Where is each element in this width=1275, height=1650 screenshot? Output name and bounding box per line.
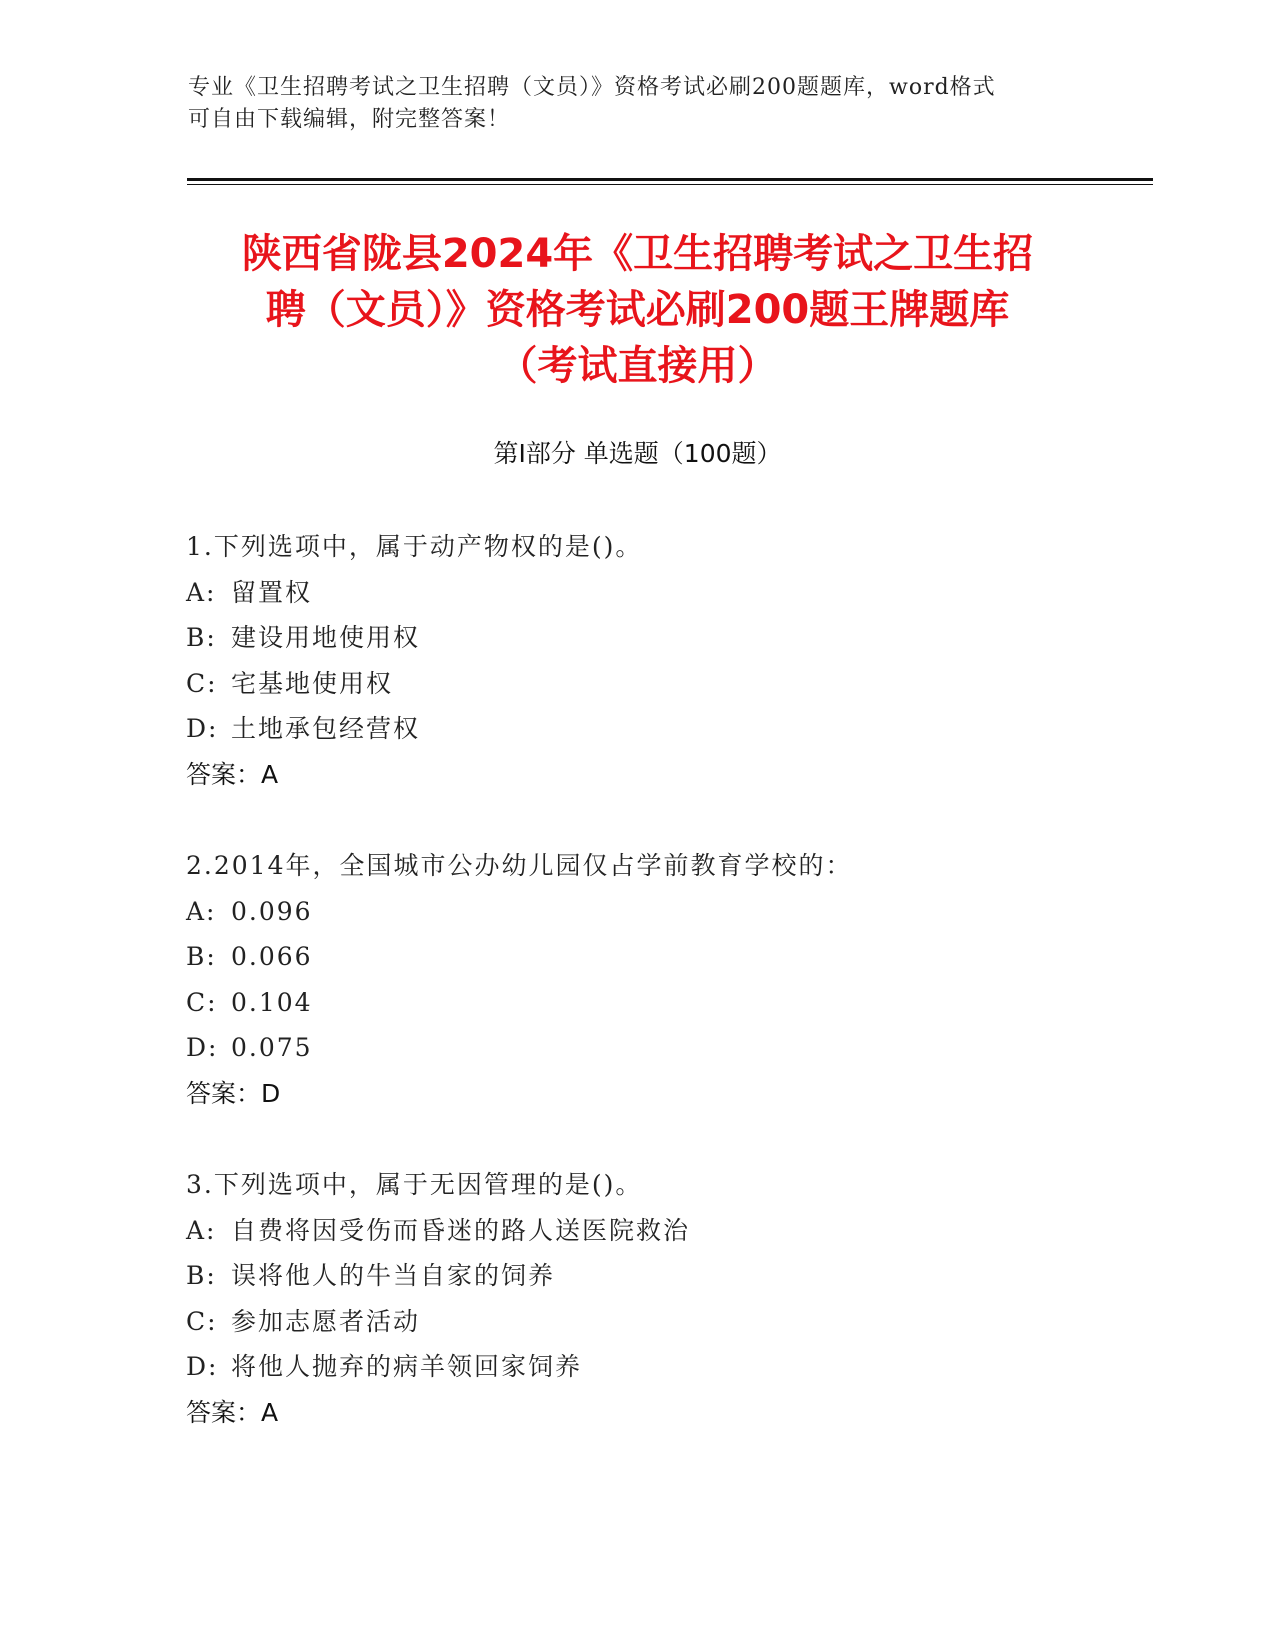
option-letter: D: [186,714,219,743]
section-heading: 第I部分 单选题（100题） [493,439,782,468]
header-divider-thick [187,178,1153,181]
option-letter: A: [186,1215,217,1245]
option-a [186,1208,1136,1254]
option-text: 0.075 [231,1033,313,1062]
option-letter: B: [186,623,217,652]
option-d [186,1344,1136,1390]
document-title-line-3: （考试直接用） [497,343,778,389]
option-text: 自费将因受伤而昏迷的路人送医院救治 [231,1215,691,1245]
header-note [188,72,1088,136]
option-c [186,661,1136,707]
option-a [186,889,1136,935]
option-text: 误将他人的牛当自家的饲养 [231,1261,556,1290]
option-letter: A: [186,896,217,926]
option-c [186,1299,1136,1345]
option-text: 建设用地使用权 [231,623,421,652]
option-text: 宅基地使用权 [231,668,394,698]
option-letter: C: [186,1306,218,1336]
option-text: 0.066 [231,942,313,971]
option-text: 0.096 [231,896,313,926]
answer-line: 答案：D [186,1078,281,1108]
question-stem: 3.下列选项中，属于无因管理的是()。 [186,1170,643,1199]
option-text: 参加志愿者活动 [231,1306,421,1336]
option-letter: C: [186,987,218,1017]
option-text: 0.104 [231,987,313,1017]
option-d [186,706,1136,752]
header-divider-thin [187,184,1153,185]
option-text: 留置权 [231,577,313,607]
header-note-line-2: 可自由下载编辑，附完整答案！ [188,107,511,132]
question-3 [186,1162,1136,1435]
option-letter: C: [186,668,218,698]
document-title-line-1: 陕西省陇县2024年《卫生招聘考试之卫生招 [241,231,1034,277]
answer-line: 答案：A [186,1397,279,1427]
answer-line: 答案：A [186,759,279,789]
option-b [186,1253,1136,1299]
option-text: 将他人抛弃的病羊领回家饲养 [231,1352,583,1381]
question-2 [186,843,1136,1116]
option-b [186,934,1136,980]
option-c [186,980,1136,1026]
question-stem: 2.2014年，全国城市公办幼儿园仅占学前教育学校的： [186,851,853,880]
option-letter: D: [186,1033,219,1062]
option-a [186,570,1136,616]
option-text: 土地承包经营权 [231,714,421,743]
option-letter: D: [186,1352,219,1381]
question-1 [186,524,1136,797]
option-letter: B: [186,942,217,971]
question-stem: 1.下列选项中，属于动产物权的是()。 [186,532,643,561]
option-d [186,1025,1136,1071]
option-letter: A: [186,577,217,607]
option-b [186,615,1136,661]
document-title [160,226,1115,394]
option-letter: B: [186,1261,217,1290]
header-note-line-1: 专业《卫生招聘考试之卫生招聘（文员）》资格考试必刷200题题库，word格式 [188,75,996,100]
document-title-line-2: 聘（文员）》资格考试必刷200题王牌题库 [265,287,1010,333]
question-list [186,524,1136,1481]
